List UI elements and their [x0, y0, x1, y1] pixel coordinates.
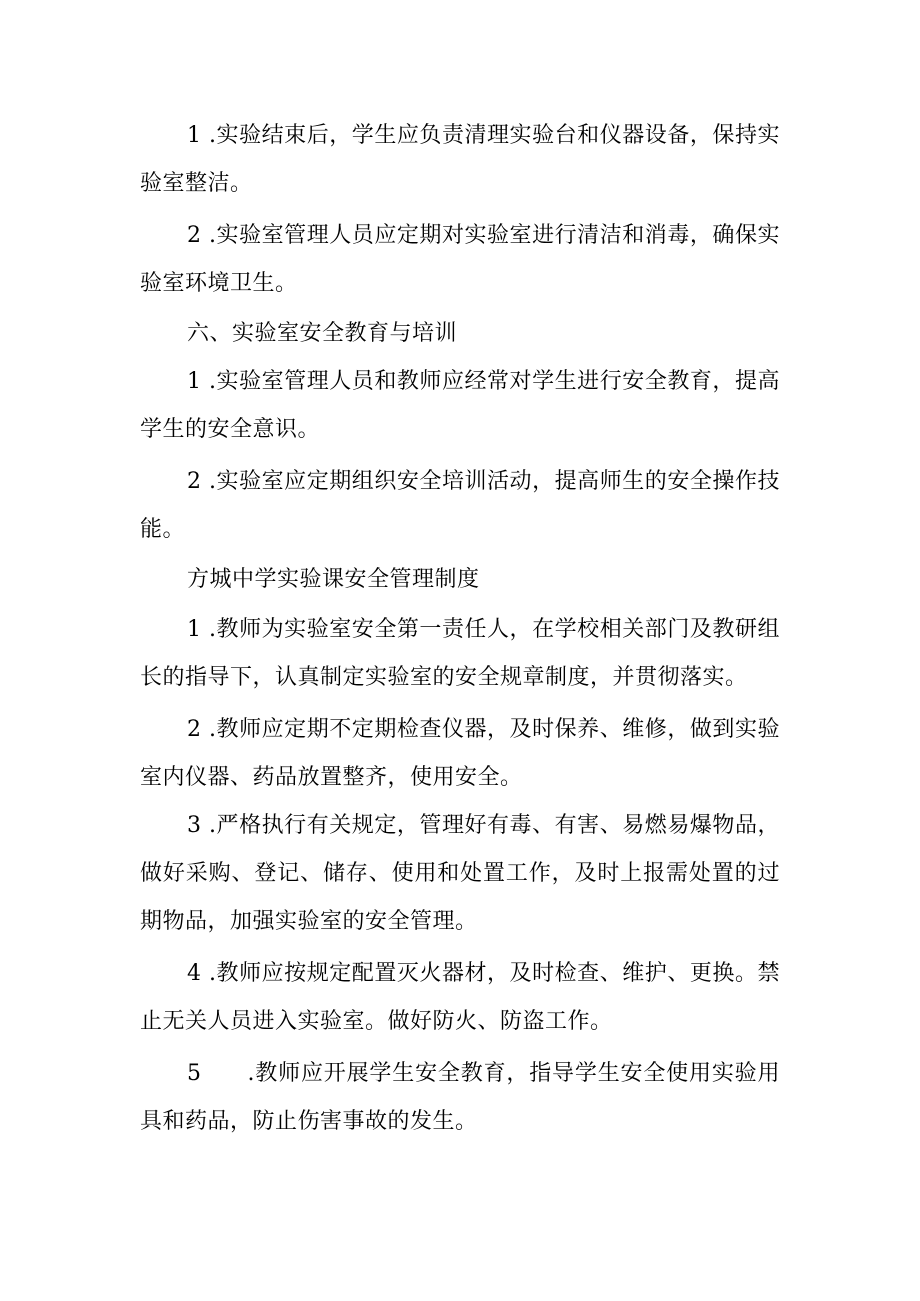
paragraph-education-2: 2 .实验室应定期组织安全培训活动，提高师生的安全操作技能。: [140, 469, 780, 542]
paragraph-rule-2: 2 .教师应定期不定期检查仪器，及时保养、维修，做到实验室内仪器、药品放置整齐，使用安全。: [140, 717, 780, 790]
paragraph-cleanup-2: 2 .实验室管理人员应定期对实验室进行清洁和消毒，确保实验室环境卫生。: [140, 223, 780, 296]
paragraph-education-1: 1 .实验室管理人员和教师应经常对学生进行安全教育，提高学生的安全意识。: [140, 369, 780, 442]
paragraph-cleanup-1: 1 .实验结束后，学生应负责清理实验台和仪器设备，保持实验室整洁。: [140, 123, 780, 196]
paragraph-rule-1: 1 .教师为实验室安全第一责任人，在学校相关部门及教研组长的指导下，认真制定实验室的安全规章制度，并贯彻落实。: [140, 617, 780, 690]
paragraph-rule-4: 4 .教师应按规定配置灭火器材，及时检查、维护、更换。禁止无关人员进入实验室。做好防火、防盗工作。: [140, 961, 780, 1034]
paragraph-rule-5: 5 .教师应开展学生安全教育，指导学生安全使用实验用具和药品，防止伤害事故的发生。: [140, 1061, 780, 1134]
section-heading-school-rules: 方城中学实验课安全管理制度: [187, 567, 480, 592]
section-heading-safety-education: 六、实验室安全教育与培训: [187, 321, 458, 346]
paragraph-rule-3: 3 .严格执行有关规定，管理好有毒、有害、易燃易爆物品，做好采购、登记、储存、使用和处置工作，及时上报需处置的过期物品，加强实验室的安全管理。: [140, 813, 780, 934]
